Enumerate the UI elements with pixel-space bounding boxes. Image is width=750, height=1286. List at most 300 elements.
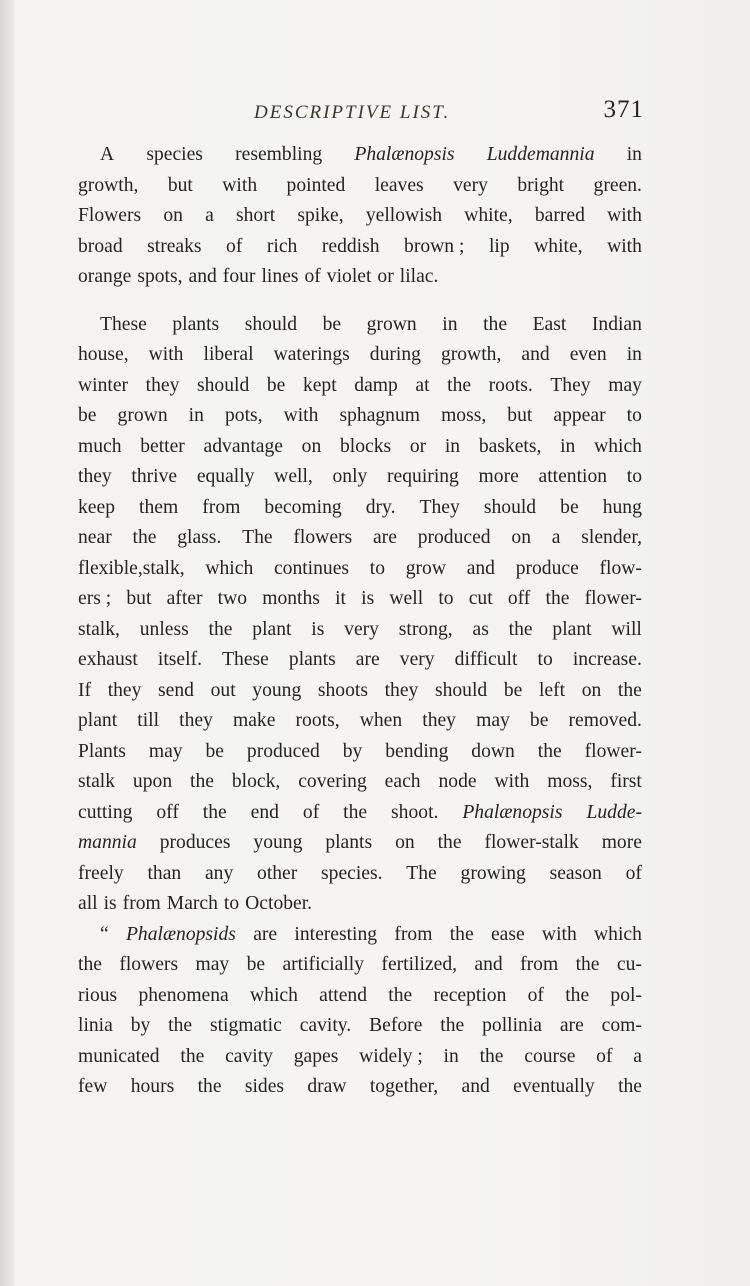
- word: be: [503, 679, 523, 701]
- text-line: [78, 523, 642, 554]
- italic-word: Phalænopsis: [354, 144, 455, 165]
- word: of: [226, 235, 243, 257]
- word: may: [608, 374, 642, 396]
- word: itself.: [157, 649, 202, 670]
- word: East: [532, 313, 567, 335]
- word: equally: [196, 466, 255, 487]
- text-line: [78, 1072, 642, 1103]
- word: produce: [515, 557, 579, 579]
- text-line: [78, 371, 642, 402]
- text-line: [78, 401, 642, 432]
- word: shoot.: [391, 801, 439, 823]
- word: them: [139, 496, 179, 518]
- word: ease: [490, 923, 525, 945]
- word: hung: [602, 496, 642, 518]
- word: Plants: [78, 740, 126, 762]
- text-line: [78, 462, 642, 493]
- word: attention: [538, 466, 608, 487]
- word: plant: [552, 618, 592, 640]
- text-line: [78, 676, 642, 707]
- word: be: [205, 740, 224, 762]
- word: together,: [369, 1076, 439, 1097]
- word: which: [594, 923, 642, 945]
- word: the: [537, 740, 562, 762]
- word: The: [406, 862, 437, 884]
- word: and: [461, 1076, 490, 1097]
- word: stigmatic: [209, 1015, 282, 1036]
- word: sphagnum: [339, 405, 421, 426]
- word: of: [302, 801, 320, 823]
- word: the: [618, 1076, 642, 1097]
- word: but: [167, 174, 193, 196]
- word: may: [195, 954, 230, 975]
- word: more: [601, 832, 642, 853]
- word: only: [332, 466, 368, 487]
- text-line: [78, 201, 642, 232]
- word: to: [626, 405, 642, 426]
- word: any: [204, 862, 234, 884]
- word: to: [223, 893, 240, 914]
- text-line: [78, 493, 642, 524]
- word: they: [107, 679, 142, 701]
- word: are: [372, 527, 397, 548]
- word: the: [617, 679, 642, 701]
- word: yellowish: [365, 205, 443, 226]
- text-line: [78, 1042, 642, 1073]
- word: They: [419, 496, 460, 518]
- word: at: [415, 374, 430, 396]
- word: difficult: [454, 649, 518, 670]
- word: species: [146, 144, 203, 165]
- page-header: [78, 96, 644, 136]
- word: more: [478, 466, 519, 487]
- word: appear: [553, 405, 606, 426]
- word: resembling: [235, 144, 323, 165]
- word: They: [550, 374, 591, 396]
- word: orange: [78, 266, 132, 287]
- text-line: [78, 584, 642, 615]
- word: is: [311, 618, 325, 640]
- word: pots,: [224, 405, 263, 426]
- word: the: [168, 1015, 193, 1036]
- word: interesting: [294, 923, 378, 945]
- word: broad: [78, 235, 123, 257]
- word: becoming: [264, 496, 342, 518]
- word: species.: [321, 862, 383, 884]
- word: rich: [266, 235, 298, 257]
- word: are: [253, 923, 278, 945]
- word: months: [262, 588, 320, 609]
- word: bright: [517, 174, 565, 196]
- italic-word: Phalænopsids: [125, 923, 236, 945]
- word: municated: [78, 1045, 160, 1067]
- word: young: [253, 832, 303, 853]
- word: stalk,: [78, 618, 120, 640]
- word: cavity: [225, 1045, 273, 1067]
- word: flowers: [293, 527, 353, 548]
- word: “: [100, 923, 109, 945]
- word: with: [283, 405, 319, 426]
- word: on: [581, 679, 602, 701]
- word: young: [252, 679, 302, 701]
- word: by: [342, 740, 363, 762]
- word: the: [565, 984, 590, 1006]
- text-line: [78, 432, 642, 463]
- word: pollinia: [482, 1015, 542, 1036]
- word: the: [190, 771, 214, 792]
- word: on: [301, 435, 322, 457]
- word: sides: [244, 1076, 285, 1097]
- word: Flowers: [78, 205, 142, 226]
- word: phenomena: [138, 984, 229, 1006]
- word: the: [78, 954, 102, 975]
- word: and: [188, 266, 217, 287]
- word: very: [453, 174, 488, 196]
- word: during: [369, 344, 421, 365]
- word: short: [236, 205, 276, 226]
- word: and: [474, 954, 503, 975]
- word: reddish: [321, 235, 380, 257]
- word: widely ;: [359, 1045, 423, 1067]
- body-text: [78, 140, 642, 1103]
- word: baskets,: [478, 435, 542, 457]
- text-line: [78, 140, 642, 171]
- word: produced: [246, 740, 320, 762]
- word: of: [625, 862, 642, 884]
- word: of: [527, 984, 544, 1006]
- word: the: [388, 984, 413, 1006]
- word: pol-: [610, 984, 642, 1006]
- word: growing: [460, 862, 526, 884]
- word: a: [633, 1045, 642, 1067]
- word: a: [551, 527, 561, 548]
- word: slender,: [581, 527, 642, 548]
- word: advantage: [203, 435, 283, 457]
- word: cavity.: [299, 1015, 352, 1036]
- word: shoots: [317, 679, 368, 701]
- text-line: [78, 889, 642, 920]
- word: produced: [417, 527, 491, 548]
- word: on: [395, 832, 415, 853]
- word: upon: [132, 771, 173, 792]
- word: is: [361, 588, 375, 609]
- word: plant: [78, 710, 118, 731]
- word: com-: [601, 1015, 642, 1036]
- word: of: [596, 1045, 613, 1067]
- word: Before: [369, 1015, 423, 1036]
- word: bending: [385, 740, 449, 762]
- word: liberal: [203, 344, 254, 365]
- word: to: [537, 649, 553, 670]
- word: green.: [593, 174, 642, 196]
- word: March: [166, 893, 218, 914]
- word: on: [511, 527, 531, 548]
- word: from: [520, 954, 559, 975]
- word: flow-: [599, 557, 642, 579]
- word: make: [232, 710, 276, 731]
- word: the: [479, 1045, 504, 1067]
- word: when: [359, 710, 403, 731]
- word: lilac.: [399, 266, 439, 287]
- word: should: [434, 679, 488, 701]
- word: grown: [366, 313, 417, 335]
- word: they: [179, 710, 213, 731]
- word: kept: [302, 374, 337, 396]
- word: but: [126, 588, 152, 609]
- word: produces: [159, 832, 231, 853]
- word: fertilized,: [381, 954, 458, 975]
- page-gutter-shadow: [0, 0, 14, 1286]
- text-line: [78, 554, 642, 585]
- word: These: [222, 649, 269, 670]
- word: a: [205, 205, 214, 226]
- word: growth,: [78, 174, 139, 196]
- word: down: [471, 740, 515, 762]
- word: the: [447, 374, 472, 396]
- word: draw: [307, 1076, 347, 1097]
- word: spike,: [297, 205, 344, 226]
- word: it: [335, 588, 346, 609]
- italic-word: Ludde-: [586, 801, 642, 823]
- word: send: [158, 679, 194, 701]
- word: much: [78, 435, 122, 457]
- text-line: [78, 859, 642, 890]
- word: roots.: [488, 374, 533, 396]
- word: better: [140, 435, 185, 457]
- word: all: [78, 893, 98, 914]
- word: off: [156, 801, 179, 823]
- word: house,: [78, 344, 129, 365]
- word: the: [483, 313, 508, 335]
- word: in: [444, 435, 461, 457]
- word: may: [148, 740, 183, 762]
- word: stalk: [78, 771, 116, 792]
- word: with: [607, 205, 642, 226]
- text-line: [78, 920, 642, 951]
- word: and: [466, 557, 495, 579]
- word: block,: [231, 771, 281, 792]
- word: the: [180, 1045, 205, 1067]
- word: with: [222, 174, 258, 196]
- text-line: [78, 737, 642, 768]
- paragraph: [78, 310, 642, 920]
- word: the: [575, 954, 600, 975]
- word: to: [369, 557, 385, 579]
- word: requiring: [387, 466, 459, 487]
- word: cu-: [616, 954, 642, 975]
- word: course: [524, 1045, 576, 1067]
- word: should: [244, 313, 297, 335]
- word: till: [137, 710, 160, 731]
- word: freely: [78, 862, 124, 884]
- word: spots,: [137, 266, 183, 287]
- word: which: [594, 435, 642, 457]
- word: flexible,stalk,: [78, 557, 185, 579]
- word: are: [559, 1015, 584, 1036]
- word: barred: [534, 205, 585, 226]
- text-line: [78, 767, 642, 798]
- word: very: [344, 618, 379, 640]
- word: Indian: [591, 313, 642, 335]
- word: leaves: [374, 174, 424, 196]
- word: first: [610, 771, 642, 792]
- word: even: [569, 344, 607, 365]
- word: from: [202, 496, 241, 518]
- word: the: [508, 618, 533, 640]
- word: the: [343, 801, 368, 823]
- text-line: [78, 262, 642, 293]
- paragraph: [78, 140, 642, 293]
- word: the: [208, 618, 233, 640]
- text-line: [78, 798, 642, 829]
- word: on: [163, 205, 183, 226]
- word: attend: [319, 984, 368, 1006]
- word: in: [560, 435, 576, 457]
- word: reception: [433, 984, 507, 1006]
- word: linia: [78, 1015, 113, 1036]
- word: pointed: [286, 174, 346, 196]
- word: in: [443, 1045, 459, 1067]
- word: moss,: [441, 405, 487, 426]
- word: be: [266, 374, 286, 396]
- word: thrive: [131, 466, 178, 487]
- word: flower-: [584, 740, 642, 762]
- word: These: [100, 313, 147, 335]
- word: are: [355, 649, 380, 670]
- word: they: [422, 710, 456, 731]
- word: be: [322, 313, 342, 335]
- word: unless: [139, 618, 189, 640]
- word: artificially: [282, 954, 365, 975]
- word: gapes: [293, 1045, 339, 1067]
- word: should: [483, 496, 537, 518]
- word: in: [626, 344, 642, 365]
- word: will: [611, 618, 642, 640]
- word: flowers: [119, 954, 179, 975]
- word: as: [472, 618, 489, 640]
- running-head: DESCRIPTIVE LIST.: [254, 102, 451, 123]
- word: exhaust: [78, 649, 138, 670]
- word: rious: [78, 984, 118, 1006]
- word: with: [541, 923, 577, 945]
- word: If: [78, 679, 92, 701]
- word: blocks: [339, 435, 392, 457]
- word: each: [384, 771, 421, 792]
- word: of: [304, 266, 321, 287]
- word: with: [494, 771, 530, 792]
- word: be: [560, 496, 579, 518]
- word: lines: [261, 266, 299, 287]
- word: or: [409, 435, 427, 457]
- word: from: [394, 923, 433, 945]
- word: the: [449, 923, 474, 945]
- word: winter: [78, 374, 129, 396]
- word: which: [205, 557, 254, 579]
- word: cutting: [78, 801, 133, 823]
- text-line: [78, 828, 642, 859]
- word: the: [202, 801, 227, 823]
- word: which: [250, 984, 298, 1006]
- word: grow: [405, 557, 446, 579]
- word: node: [438, 771, 477, 792]
- word: growth,: [440, 344, 502, 365]
- word: plants: [288, 649, 336, 670]
- word: end: [250, 801, 279, 823]
- paragraph-gap: [78, 293, 642, 310]
- word: four: [222, 266, 256, 287]
- word: left: [538, 679, 566, 701]
- word: white,: [534, 235, 583, 257]
- word: the: [197, 1076, 222, 1097]
- word: hours: [130, 1076, 175, 1097]
- word: ers ;: [78, 588, 112, 609]
- word: after: [166, 588, 203, 609]
- word: in: [626, 144, 642, 165]
- word: flower-: [584, 588, 642, 609]
- word: waterings: [273, 344, 350, 365]
- word: roots,: [295, 710, 340, 731]
- word: glass.: [177, 527, 222, 548]
- word: plant: [252, 618, 292, 640]
- text-line: [78, 310, 642, 341]
- text-line: [78, 232, 642, 263]
- word: out: [210, 679, 236, 701]
- word: to: [626, 466, 642, 487]
- italic-word: Luddemannia: [486, 144, 595, 165]
- word: they: [384, 679, 419, 701]
- word: other: [257, 862, 298, 884]
- italic-word: mannia: [78, 832, 137, 853]
- text-line: [78, 171, 642, 202]
- word: covering: [298, 771, 367, 792]
- word: but: [507, 405, 533, 426]
- word: very: [399, 649, 435, 670]
- word: may: [476, 710, 510, 731]
- word: white,: [464, 205, 513, 226]
- word: well: [389, 588, 424, 609]
- text-line: [78, 615, 642, 646]
- word: continues: [273, 557, 350, 579]
- word: cut: [468, 588, 493, 609]
- word: near: [78, 527, 112, 548]
- word: be: [529, 710, 549, 731]
- word: strong,: [398, 618, 453, 640]
- word: the: [132, 527, 157, 548]
- word: or: [377, 266, 394, 287]
- word: few: [78, 1076, 108, 1097]
- text-line: [78, 340, 642, 371]
- word: season: [549, 862, 602, 884]
- word: two: [217, 588, 248, 609]
- word: they: [145, 374, 180, 396]
- word: to: [438, 588, 454, 609]
- word: be: [78, 405, 97, 426]
- word: than: [147, 862, 182, 884]
- italic-word: Phalænopsis: [462, 801, 563, 823]
- word: flower-stalk: [484, 832, 579, 853]
- word: increase.: [572, 649, 642, 670]
- word: the: [440, 1015, 465, 1036]
- word: in: [188, 405, 204, 426]
- word: and: [521, 344, 550, 365]
- word: dry.: [365, 496, 396, 518]
- word: off: [507, 588, 531, 609]
- page-number: 371: [603, 96, 644, 123]
- word: grown: [117, 405, 168, 426]
- word: from: [122, 893, 161, 914]
- word: be: [246, 954, 266, 975]
- word: The: [242, 527, 273, 548]
